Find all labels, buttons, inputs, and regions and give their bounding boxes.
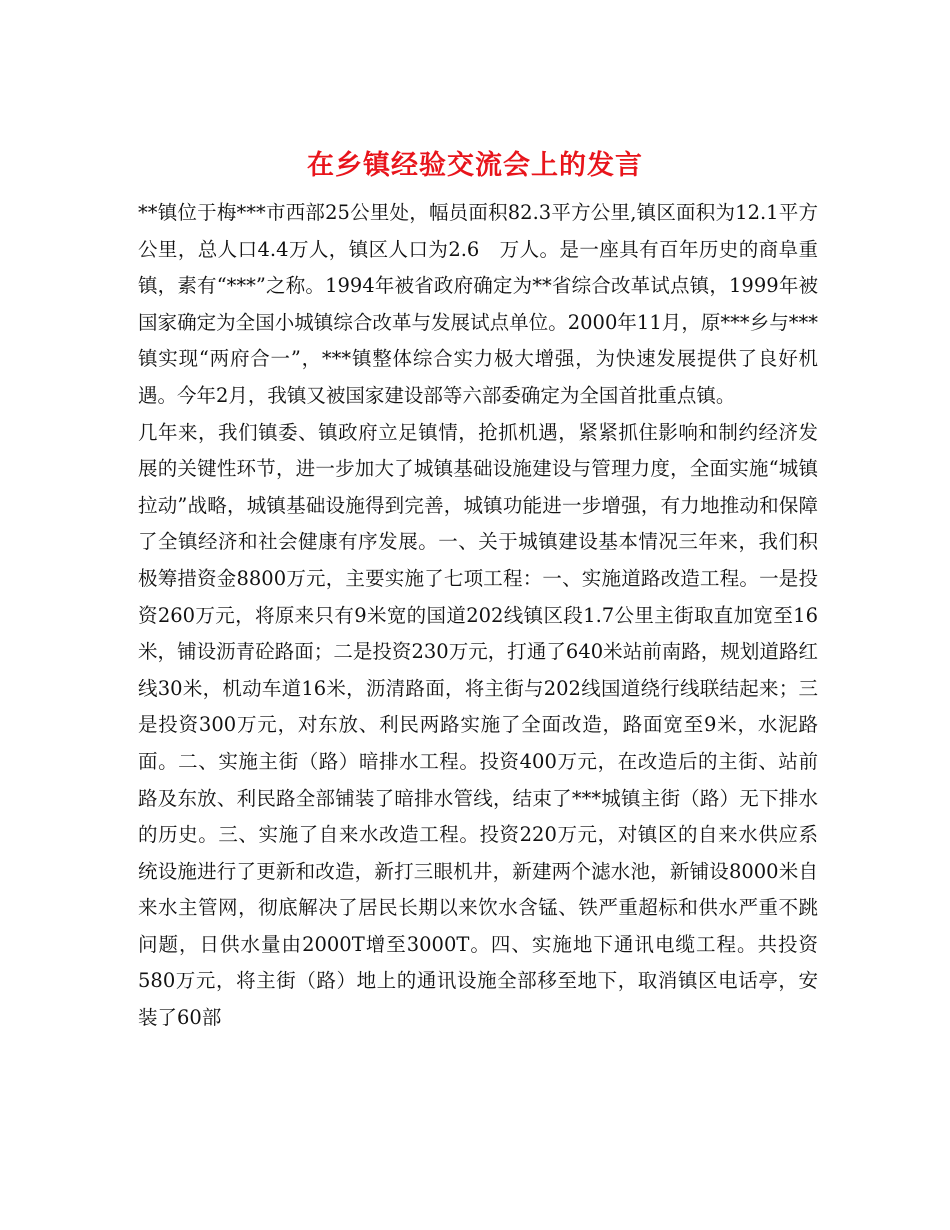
paragraph-2: 几年来，我们镇委、镇政府立足镇情，抢抓机遇，紧紧抓住影响和制约经济发展的关键性环节，进一步加大了城镇基础设施建设与管理力度，全面实施“城镇拉动”战略，城镇基础设施得到完善，城镇功能进一步增强，有力地推动和保障了全镇经济和社会健康有序发展。一、关于城镇建设基本情况三年来，我们积极筹措资金8800万元，主要实施了七项工程：一、实施道路改造工程。一是投资260万元，将原来只有9米宽的国道202线镇区段1.7公里主街取直加宽至16米，铺设沥青砼路面；二是投资230万元，打通了640米站前南路，规划道路红线30米，机动车道16米，沥清路面，将主街与202线国道绕行线联结起来；三是投资300万元，对东放、利民两路实施了全面改造，路面宽至9米，水泥路面。二、实施主街（路）暗排水工程。投资400万元，在改造后的主街、站前路及东放、利民路全部铺装了暗排水管线，结束了***城镇主街（路）无下排水的历史。三、实施了自来水改造工程。投资220万元，对镇区的自来水供应系统设施进行了更新和改造，新打三眼机井，新建两个滤水池，新铺设8000米自来水主管网，彻底解决了居民长期以来饮水含锰、铁严重超标和供水严重不跳问题，日供水量由2000T增至3000T。四、实施地下通讯电缆工程。共投资580万元，将主街（路）地上的通讯设施全部移至地下，取消镇区电话亭，安装了60部: [138, 420, 818, 1030]
document-body: [138, 195, 818, 1037]
paragraph-1: **镇位于梅***市西部25公里处，幅员面积82.3平方公里,镇区面积为12.1平方公里，总人口4.4万人，镇区人口为2.6 万人。是一座具有百年历史的商阜重镇，素有“***”之称。1994年被省政府确定为**省综合改革试点镇，1999年被国家确定为全国小城镇综合改革与发展试点单位。2000年11月，原***乡与***镇实现“两府合一”，***镇整体综合实力极大增强，为快速发展提供了良好机遇。今年2月，我镇又被国家建设部等六部委确定为全国首批重点镇。: [138, 201, 818, 407]
document-title: 在乡镇经验交流会上的发言: [307, 150, 643, 182]
